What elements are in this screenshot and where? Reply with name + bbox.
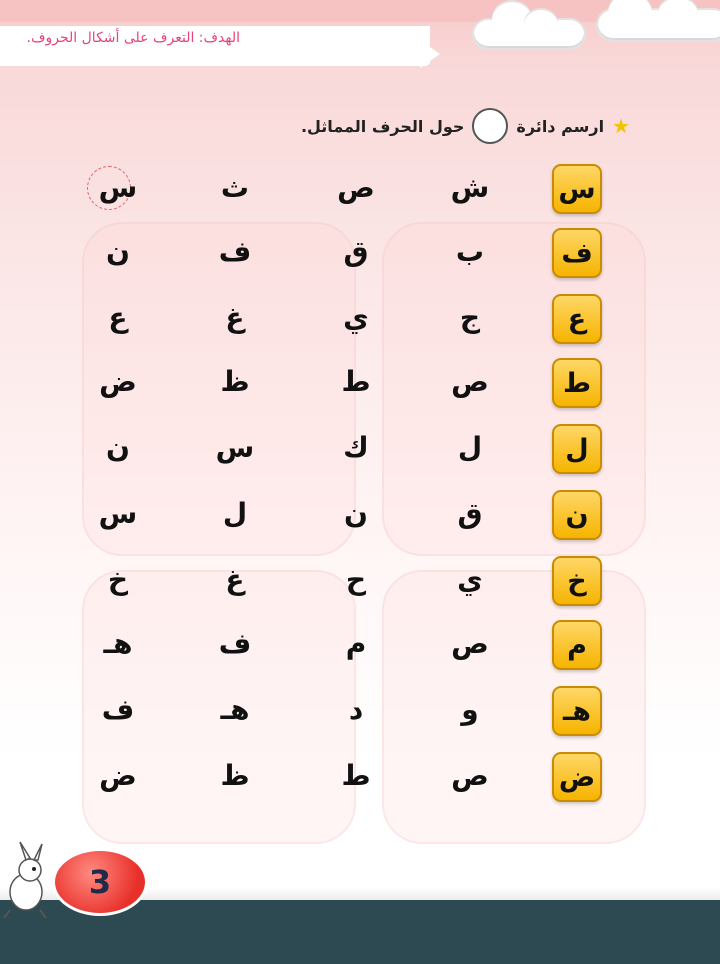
option-letter[interactable]: هـ [220, 693, 250, 726]
cloud-decoration [598, 10, 720, 40]
option-letter[interactable]: ط [341, 365, 371, 398]
letter-row [0, 356, 720, 412]
letter-row [0, 618, 720, 674]
option-letter[interactable]: م [345, 627, 367, 660]
letter-row [0, 750, 720, 806]
letter-row [0, 162, 720, 218]
cloud-decoration [474, 20, 584, 48]
option-letter[interactable]: ن [106, 235, 130, 268]
circle-icon [472, 108, 508, 144]
option-letter[interactable]: س [215, 431, 255, 464]
option-letter[interactable]: د [348, 693, 364, 726]
option-letter[interactable]: ص [337, 171, 375, 204]
page-number-badge: 3 [52, 848, 148, 916]
instruction-text-start: ارسم دائرة [516, 116, 605, 136]
letter-row [0, 226, 720, 282]
goal-text: الهدف: التعرف على أشكال الحروف. [26, 30, 240, 46]
option-letter[interactable]: ض [99, 759, 137, 792]
instruction-text-end: حول الحرف المماثل. [300, 116, 465, 136]
target-letter-tile: م [552, 620, 602, 670]
target-letter-tile: ط [552, 358, 602, 408]
letter-row [0, 554, 720, 610]
option-letter[interactable]: و [461, 693, 479, 726]
target-letter-tile: ض [552, 752, 602, 802]
option-letter[interactable]: ف [101, 693, 135, 726]
option-letter[interactable]: س [98, 497, 138, 530]
target-letter-tile: ل [552, 424, 602, 474]
letter-row [0, 488, 720, 544]
option-letter[interactable]: ض [99, 365, 137, 398]
option-letter[interactable]: ظ [220, 365, 250, 398]
option-letter[interactable]: س [98, 171, 138, 204]
letter-row [0, 684, 720, 740]
option-letter[interactable]: ف [218, 627, 252, 660]
option-letter[interactable]: ج [459, 301, 481, 334]
option-letter[interactable]: ك [343, 431, 369, 464]
option-letter[interactable]: ث [220, 171, 250, 204]
option-letter[interactable]: ق [457, 497, 483, 530]
option-letter[interactable]: ش [450, 171, 490, 204]
option-letter[interactable]: ي [343, 301, 369, 334]
instruction [280, 108, 630, 144]
option-letter[interactable]: ي [457, 563, 483, 596]
option-letter[interactable]: ن [344, 497, 368, 530]
target-letter-tile: ن [552, 490, 602, 540]
goal-banner-arrow [420, 40, 440, 68]
option-letter[interactable]: غ [225, 563, 245, 596]
option-letter[interactable]: خ [107, 563, 129, 596]
target-letter-tile: هـ [552, 686, 602, 736]
option-letter[interactable]: هـ [103, 627, 133, 660]
option-letter[interactable]: ع [108, 301, 128, 334]
option-letter[interactable]: ص [451, 627, 489, 660]
target-letter-tile: ف [552, 228, 602, 278]
target-letter-tile: ع [552, 294, 602, 344]
option-letter[interactable]: ط [341, 759, 371, 792]
target-letter-tile: خ [552, 556, 602, 606]
letter-row [0, 422, 720, 478]
option-letter[interactable]: ص [451, 365, 489, 398]
option-letter[interactable]: ص [451, 759, 489, 792]
option-letter[interactable]: ح [345, 563, 367, 596]
option-letter[interactable]: ق [343, 235, 369, 268]
option-letter[interactable]: ل [457, 431, 483, 464]
option-letter[interactable]: ن [106, 431, 130, 464]
star-icon: ★ [612, 114, 630, 138]
target-letter-tile: س [552, 164, 602, 214]
option-letter[interactable]: غ [225, 301, 245, 334]
option-letter[interactable]: ظ [220, 759, 250, 792]
option-letter[interactable]: ب [455, 235, 485, 268]
rabbit-illustration [0, 840, 60, 920]
option-letter[interactable]: ف [218, 235, 252, 268]
letter-row [0, 292, 720, 348]
option-letter[interactable]: ل [222, 497, 248, 530]
